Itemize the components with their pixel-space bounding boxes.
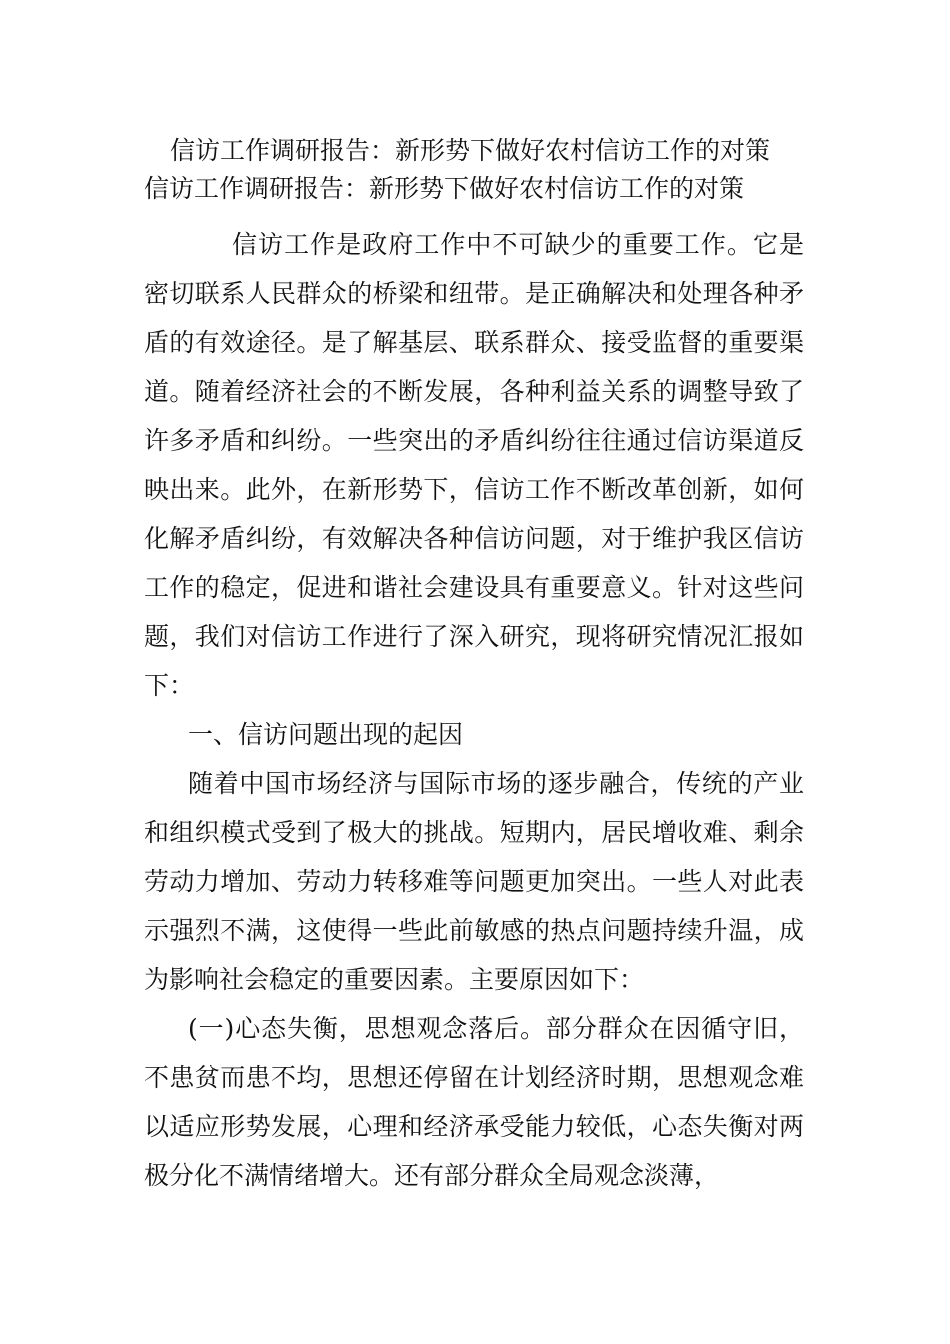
document-body (144, 132, 804, 1200)
section-1-paragraph: 随着中国市场经济与国际市场的逐步融合，传统的产业和组织模式受到了极大的挑战。短期内，居民增收难、剩余劳动力增加、劳动力转移难等问题更加突出。一些人对此表示强烈不满，这使得一些此前敏感的热点问题持续升温，成为影响社会稳定的重要因素。主要原因如下： (144, 769, 804, 994)
intro-paragraph: 信访工作是政府工作中不可缺少的重要工作。它是密切联系人民群众的桥梁和纽带。是正确解决和处理各种矛盾的有效途径。是了解基层、联系群众、接受监督的重要渠道。随着经济社会的不断发展，各种利益关系的调整导致了许多矛盾和纠纷。一些突出的矛盾纠纷往往通过信访渠道反映出来。此外，在新形势下，信访工作不断改革创新，如何化解矛盾纠纷，有效解决各种信访问题，对于维护我区信访工作的稳定，促进和谐社会建设具有重要意义。针对这些问题，我们对信访工作进行了深入研究，现将研究情况汇报如下： (144, 230, 804, 700)
document-title-line-1: 信访工作调研报告：新形势下做好农村信访工作的对策 (170, 136, 771, 165)
document-title-line-2: 信访工作调研报告：新形势下做好农村信访工作的对策 (144, 174, 745, 203)
section-1-heading: 一、信访问题出现的起因 (188, 720, 464, 749)
subsection-1-paragraph: (一)心态失衡，思想观念落后。部分群众在因循守旧，不患贫而患不均，思想还停留在计划经济时期，思想观念难以适应形势发展，心理和经济承受能力较低，心态失衡对两极分化不满情绪增大。还有部分群众全局观念淡薄， (144, 1014, 804, 1190)
